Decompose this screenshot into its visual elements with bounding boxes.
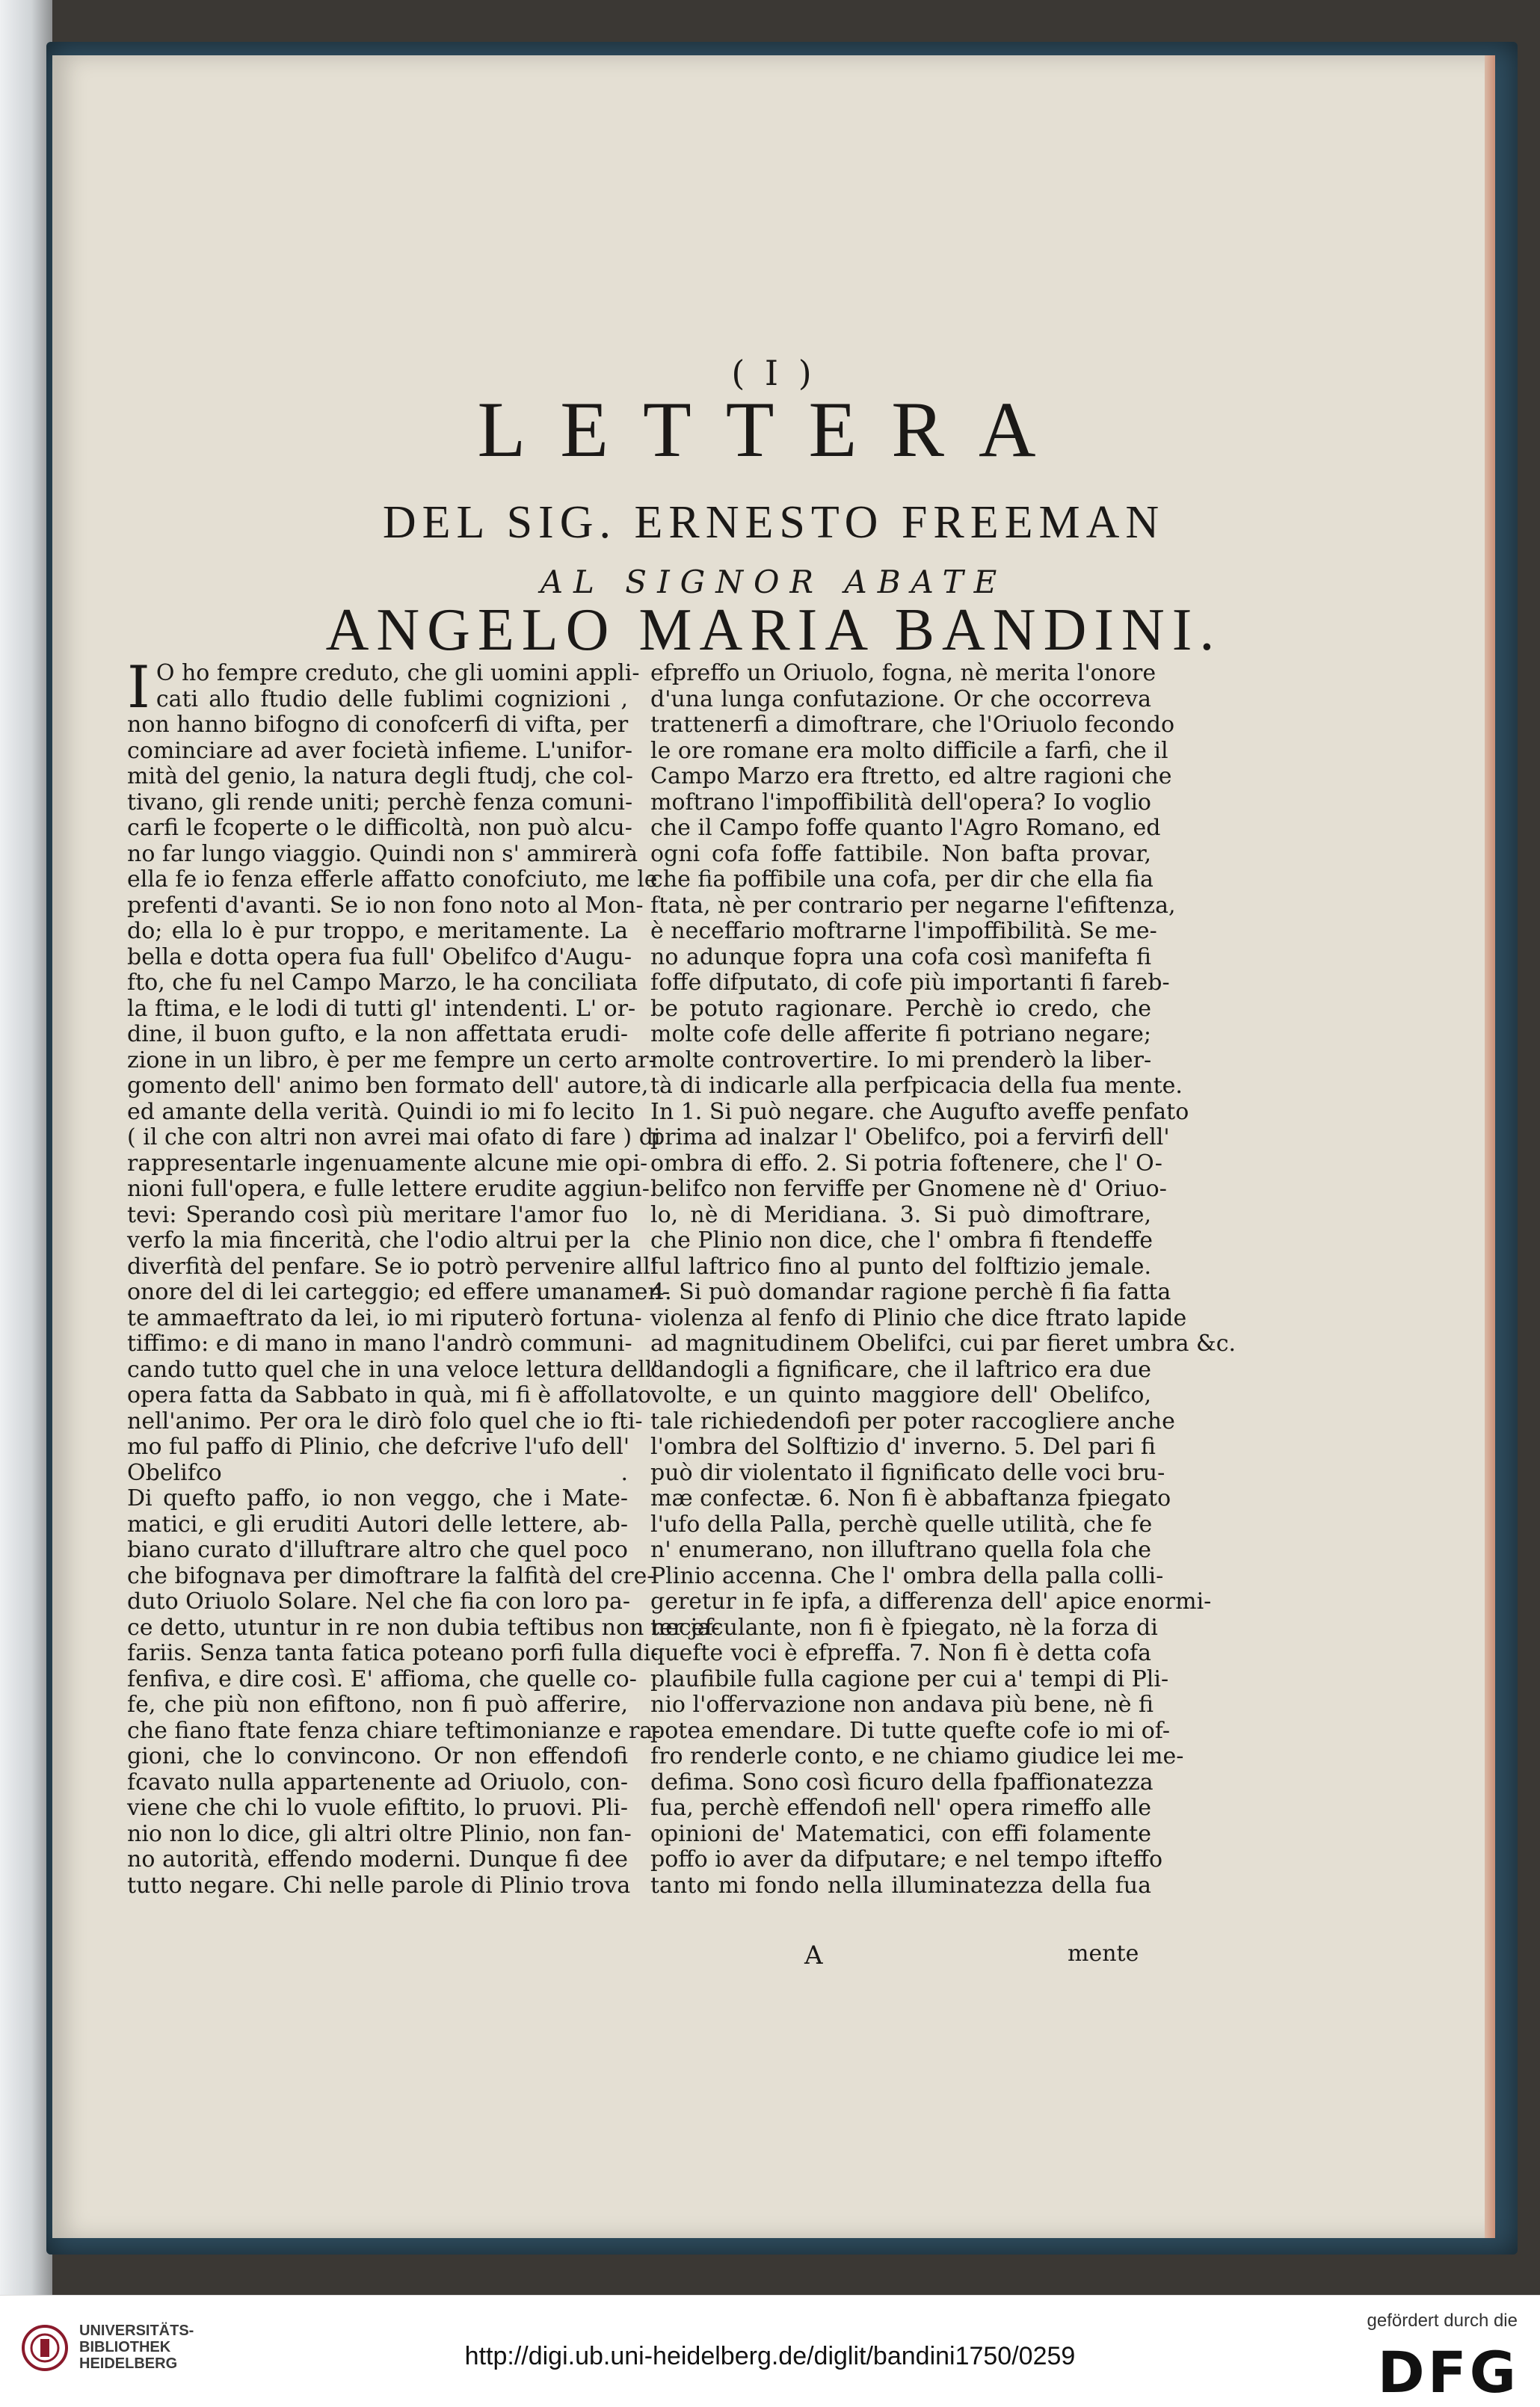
viewer-footer [0,2295,1540,2407]
text-line: nioni full'opera, e fulle lettere erudite aggiun- [127,1176,650,1202]
text-line: be potuto ragionare. Perchè io credo, che [650,995,1151,1022]
text-line: che bifognava per dimoftrare la falfità del cre- [127,1562,655,1589]
right-text-column [650,660,1236,1899]
text-line: Campo Marzo era ftretto, ed altre ragioni che [650,763,1172,789]
title-author: DEL SIG. ERNESTO FREEMAN [382,497,1165,548]
text-line: quefte voci è efpreffa. 7. Non fi è detta cofa [650,1640,1151,1666]
text-line: zione in un libro, è per me fempre un certo ar- [127,1047,656,1073]
text-line: n' enumerano, non illuftrano quella fola che [650,1537,1151,1563]
page-number: ( I ) [731,353,816,393]
text-line: che il Campo foffe quanto l'Agro Romano, ed [650,815,1161,841]
text-line: gomento dell' animo ben formato dell' autore, [127,1073,649,1099]
text-line: plaufibile fulla cagione per cui a' tempi di Pli- [650,1665,1169,1692]
text-line: ( il che con altri non avrei mai ofato di fare ) di [127,1124,661,1150]
text-line: poffo io aver da difputare; e nel tempo ifteffo [650,1846,1163,1873]
title-addressee: ANGELO MARIA BANDINI. [325,597,1222,663]
text-line: potea emendare. Di tutte quefte cofe io mi of- [650,1717,1170,1744]
funded-by-text: gefördert durch die [1367,2311,1518,2331]
text-line: mo ful paffo di Plinio, che defcrive l'ufo dell' [127,1434,630,1460]
text-line: te ammaeftrato da lei, io mi riputerò fortuna- [127,1304,642,1331]
text-line: do; ella lo è pur troppo, e meritamente. La [127,918,628,944]
text-line: nell'animo. Per ora le dirò folo quel che io fti- [127,1408,643,1434]
text-line: fro renderle conto, e ne chiamo giudice lei me- [650,1743,1184,1769]
text-line: ftata, nè per contrario per negarne l'efiftenza, [650,892,1176,919]
text-line: lo, nè di Meridiana. 3. Si può dimoftrare, [650,1201,1151,1228]
text-line: mæ confectæ. 6. Non fi è abbaftanza fpiegato [650,1485,1171,1511]
text-line: tutto negare. Chi nelle parole di Plinio trova [127,1872,631,1899]
text-line: volte, e un quinto maggiore dell' Obelifco, [650,1382,1151,1408]
dfg-logo: DFG [1377,2339,1519,2406]
text-line: cati allo ftudio delle fublimi cognizioni , [155,685,628,712]
institution-line: UNIVERSITÄTS- [79,2323,194,2339]
text-line: fua, perchè effendofi nell' opera rimeffo alle [650,1795,1151,1821]
text-line: trattenerfi a dimoftrare, che l'Oriuolo fecondo [650,712,1175,738]
text-line: viene che chi lo vuole efiftito, lo pruovi. Pli- [127,1795,628,1821]
text-line: mità del genio, la natura degli ftudj, che col- [127,763,633,789]
text-line: ful laftrico fino al punto del folftizio jemale. [650,1253,1151,1280]
text-line: l'ufo della Palla, perchè quelle utilità, che fe [650,1511,1153,1538]
text-line: le ore romane era molto difficile a farfi, che il [650,737,1168,764]
text-line: può dir violentato il fignificato delle voci bru- [650,1459,1165,1486]
institution-line: HEIDELBERG [79,2355,178,2372]
text-line: dandogli a fignificare, che il laftrico era due [650,1356,1151,1383]
book-page [52,55,1495,2238]
text-line: matici, e gli eruditi Autori delle lettere, ab- [127,1511,628,1538]
text-line: tivano, gli rende uniti; perchè fenza comuni- [127,789,633,816]
text-line: prefenti d'avanti. Se io non fono noto al Mon- [127,892,644,919]
text-line: Obelifco . [127,1459,628,1486]
text-line: foffe difputato, di cofe più importanti fi fareb- [650,970,1170,996]
institution-line: BIBLIOTHEK [79,2339,171,2355]
text-line: 4. Si può domandar ragione perchè fi fia fatta [650,1279,1171,1305]
text-line: dine, il buon gufto, e la non affettata erudi- [127,1021,628,1047]
text-line: carfi le fcoperte o le difficoltà, non può alcu- [127,815,632,841]
text-line: belifco non ferviffe per Gnomene nè d' Oriuo- [650,1176,1167,1202]
text-line: fto, che fu nel Campo Marzo, le ha conciliata [127,970,638,996]
text-line: ter jaculante, non fi è fpiegato, nè la forza di [650,1614,1158,1641]
left-text-column [127,654,720,1899]
text-line: ogni cofa foffe fattibile. Non bafta provar, [650,840,1151,867]
text-line: rappresentarle ingenuamente alcune mie opi- [127,1150,648,1177]
text-line: cominciare ad aver focietà infieme. L'unifor- [127,737,633,764]
text-line: tiffimo: e di mano in mano l'andrò communi- [127,1331,632,1357]
text-line: efpreffo un Oriuolo, fogna, nè merita l'onore [650,660,1156,686]
text-line: molte controvertire. Io mi prenderò la liber- [650,1047,1152,1073]
text-line: Plinio accenna. Che l' ombra della palla colli- [650,1562,1164,1589]
text-line: Di quefto paffo, io non veggo, che i Mate- [127,1485,628,1511]
text-line: onore del di lei carteggio; ed effere umanamen- [127,1279,670,1305]
text-line: che fia poffibile una cofa, per dir che ella fia [650,866,1154,893]
text-line: fe, che più non efiftono, non fi può afferire, [127,1692,628,1718]
text-line: prima ad inalzar l' Obelifco, poi a fervirfi dell' [650,1124,1170,1150]
drop-cap: I [127,654,150,721]
text-line: nio non lo dice, gli altri oltre Plinio, non fan- [127,1820,632,1847]
text-line: defima. Sono così ficuro della fpaffionatezza [650,1769,1154,1796]
text-line: tevi: Sperando così più meritare l'amor fuo [127,1201,628,1228]
text-line: bella e dotta opera fua full' Obelifco d'Augu- [127,943,632,970]
text-line: l'ombra del Solftizio d' inverno. 5. Del pari fi [650,1434,1156,1460]
text-line: ce detto, utuntur in re non dubia teftibus non necef- [127,1614,720,1641]
text-line: no adunque fopra una cofa così manifefta fi [650,943,1151,970]
text-line: cando tutto quel che in una veloce lettura dell' [127,1356,659,1383]
catchword: mente [1068,1941,1139,1967]
text-line: che Plinio non dice, che l' ombra fi ftendeffe [650,1227,1154,1254]
text-line: molte cofe delle afferite fi potriano negare; [650,1021,1151,1047]
text-line: la ftima, e le lodi di tutti gl' intendenti. L' or- [127,995,636,1022]
text-line: opinioni de' Matematici, con effi folamente [650,1820,1151,1847]
text-line: fcavato nulla appartenente ad Oriuolo, con- [127,1769,628,1796]
text-line: d'una lunga confutazione. Or che occorreva [650,685,1151,712]
text-line: non hanno bifogno di conofcerfi di vifta, per [127,712,629,738]
text-line: opera fatta da Sabbato in quà, mi fi è affollato [127,1382,652,1408]
text-line: ed amante della verità. Quindi io mi fo lecito [127,1098,635,1125]
text-line: diverfità del penfare. Se io potrò pervenire all' [127,1253,657,1280]
text-line: che fiano ftate fenza chiare teftimonianze e ra- [127,1717,661,1744]
text-line: tà di indicarle alla perfpicacia della fua mente. [650,1073,1183,1099]
text-line: verfo la mia fincerità, che l'odio altrui per la [127,1227,631,1254]
text-line: geretur in fe ipfa, a differenza dell' apice enormi- [650,1588,1212,1615]
book-spine [0,0,52,2295]
text-line: no autorità, effendo moderni. Dunque fi dee [127,1846,628,1873]
text-line: violenza al fenfo di Plinio che dice ftrato lapide [650,1304,1187,1331]
text-line: O ho fempre creduto, che gli uomini appli- [155,660,640,686]
text-line: nio l'offervazione non andava più bene, nè fi [650,1692,1154,1718]
text-line: ad magnitudinem Obelifci, cui par fieret umbra &c. [650,1331,1236,1357]
text-line: è neceffario moftrarne l'impoffibilità. Se me- [650,918,1157,944]
text-line: biano curato d'illuftrare altro che quel poco [127,1537,628,1563]
text-line: ombra di effo. 2. Si potria foftenere, che l' O- [650,1150,1162,1177]
signature-mark: A [804,1941,823,1970]
text-line: tale richiedendofi per poter raccogliere anche [650,1408,1175,1434]
text-line: duto Oriuolo Solare. Nel che fia con loro pa- [127,1588,631,1615]
text-line: no far lungo viaggio. Quindi non s' ammirerà [127,840,638,867]
permalink-url[interactable]: http://digi.ub.uni-heidelberg.de/diglit/bandini1750/0259 [464,2342,1076,2370]
title-addressee-prefix: AL SIGNOR ABATE [540,564,1008,600]
text-line: tanto mi fondo nella illuminatezza della fua [650,1872,1151,1899]
text-line: moftrano l'impoffibilità dell'opera? Io voglio [650,789,1151,816]
text-line: ella fe io fenza efferle affatto conofciuto, me le [127,866,658,893]
text-line: gioni, che lo convincono. Or non effendofi [127,1743,628,1769]
text-line: fariis. Senza tanta fatica poteano porfi fulla di- [127,1640,659,1666]
text-line: fenfiva, e dire così. E' affioma, che quelle co- [127,1665,637,1692]
text-line: In 1. Si può negare. che Augufto aveffe penfato [650,1098,1189,1125]
title-lettera: LETTERA [477,386,1071,473]
